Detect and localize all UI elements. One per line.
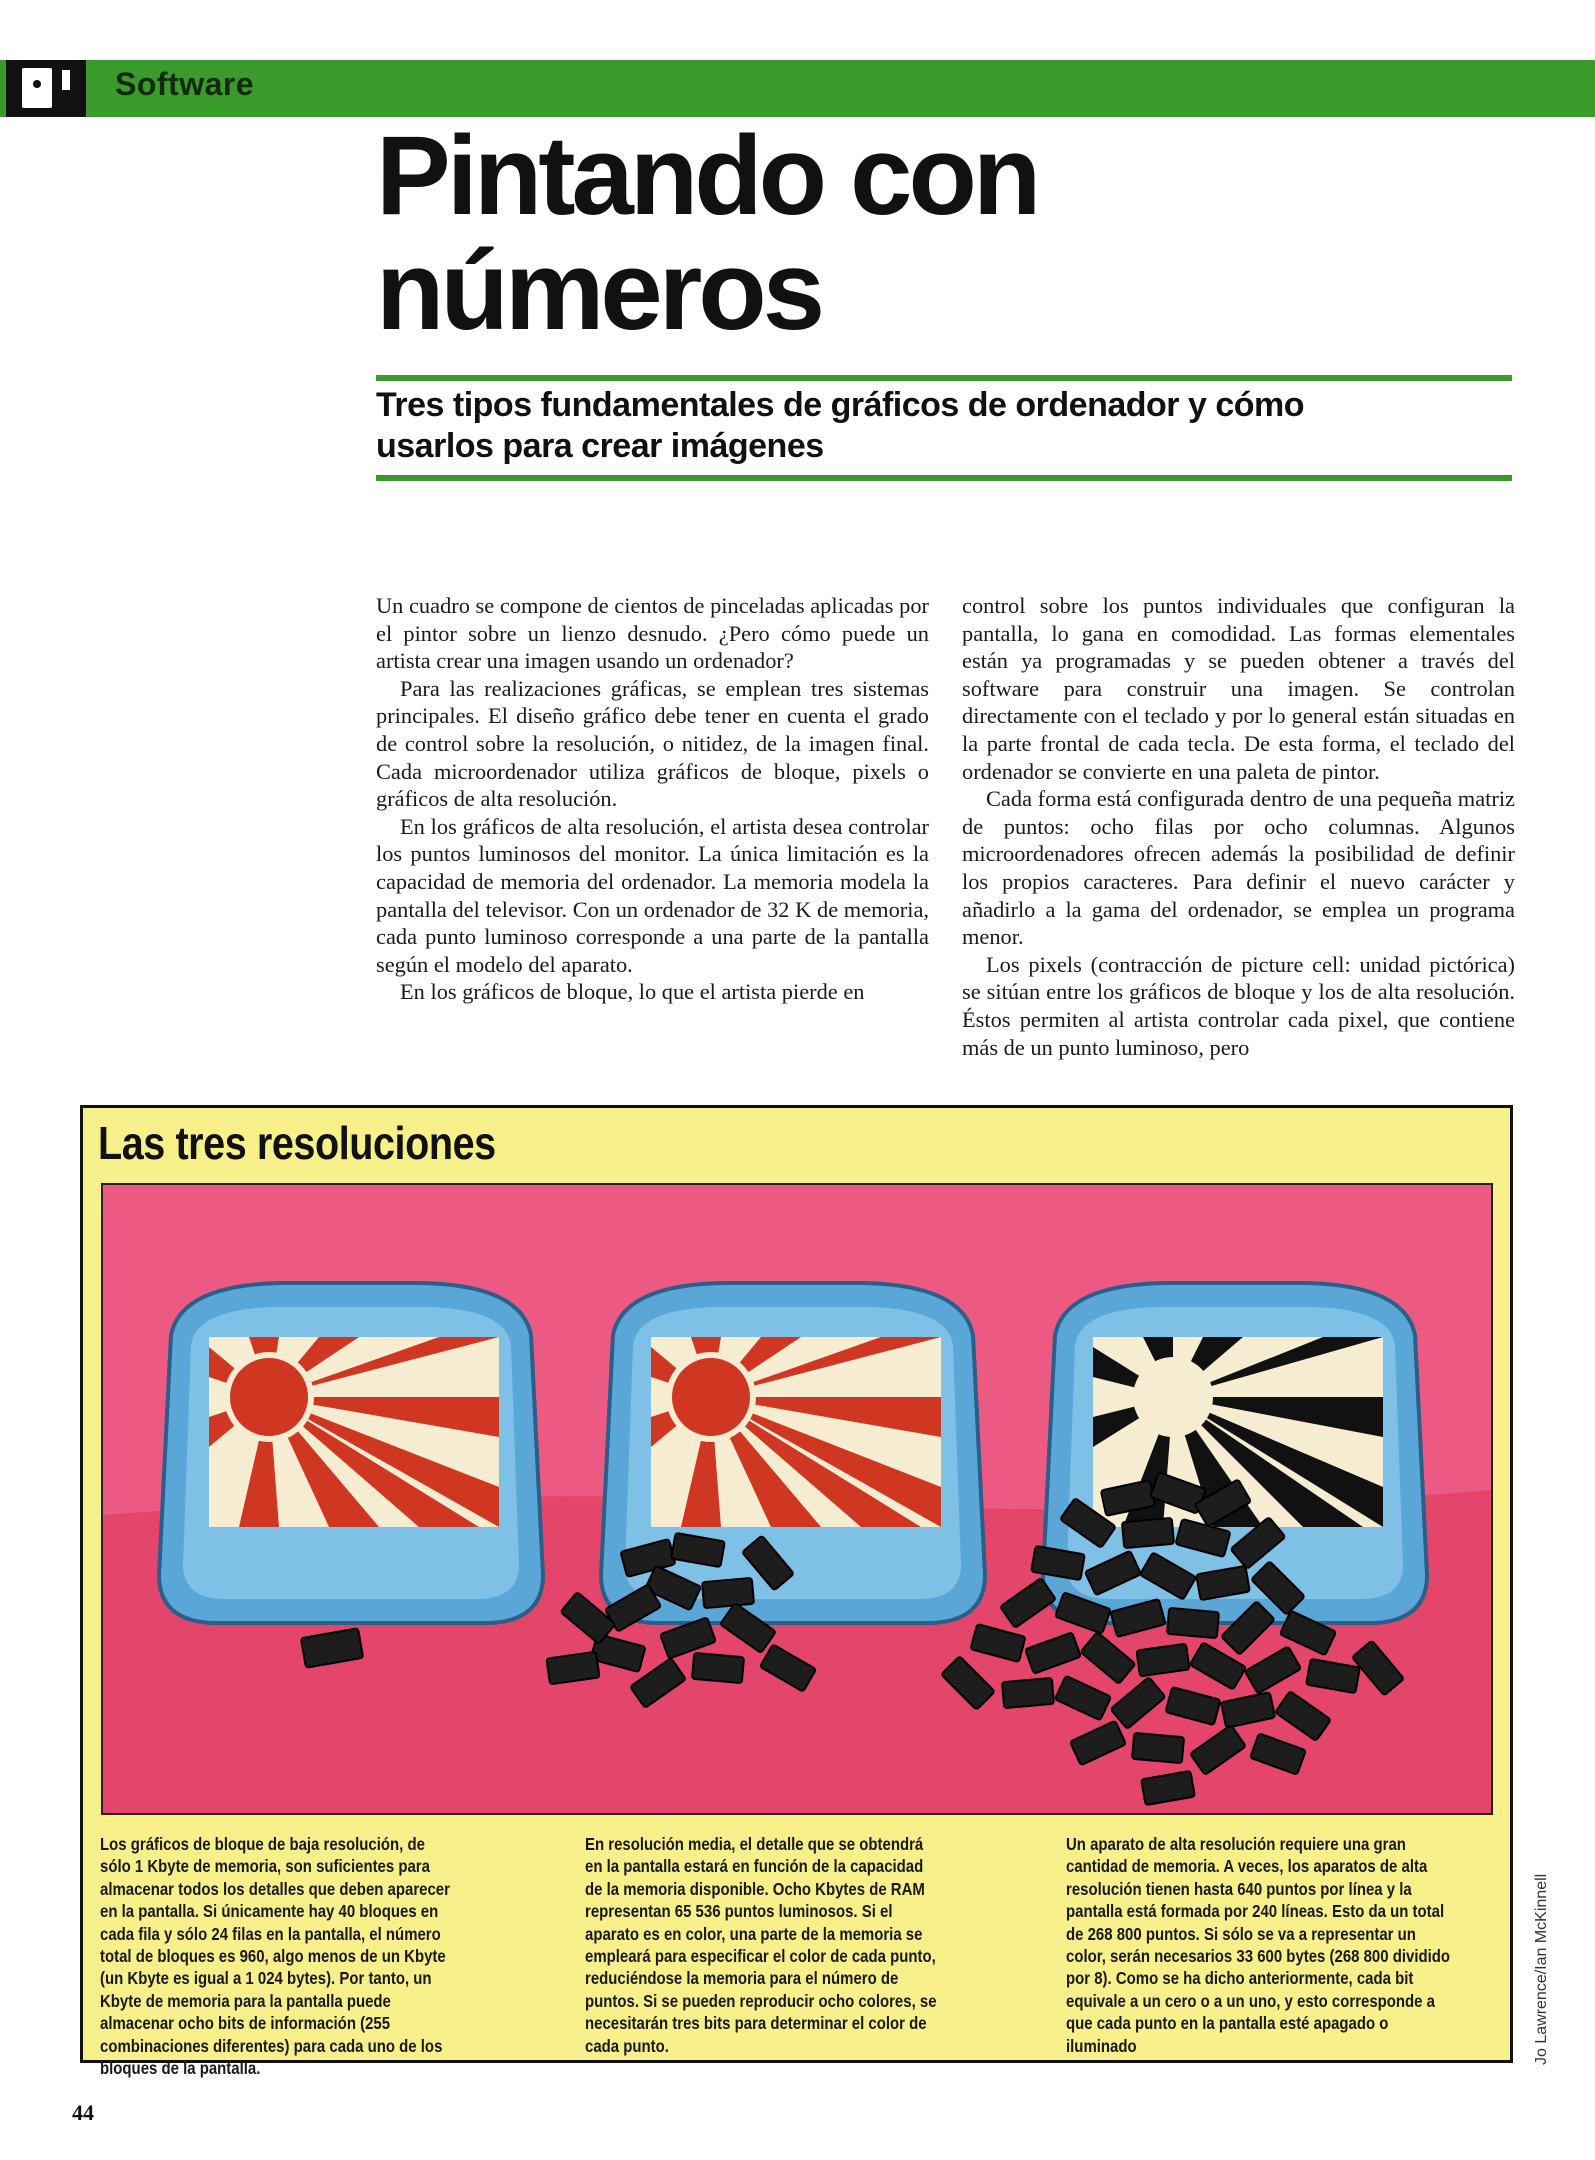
memory-chip	[546, 1652, 599, 1685]
illustration-credit: Jo Lawrence/Ian McKinnell	[1533, 1873, 1550, 2065]
memory-chip	[1122, 1518, 1174, 1548]
memory-chip	[702, 1578, 754, 1608]
caption-low-resolution: Los gráficos de bloque de baja resolución, de sólo 1 Kbyte de memoria, son suficientes para almacenar todos los detalles que deben aparecer en la pantalla. Si únicamente hay 40 bloques en cada fila y sólo 24 filas en la pantalla, el número total de bloques es 960, algo menos de un Kbyte (un Kbyte es igual a 1 024 bytes). Por tanto, un Kbyte de memoria para la pantalla puede almacenar ocho bits de información (255 combinaciones diferentes) para cada uno de los bloques de la pantalla.	[100, 1834, 450, 2079]
caption-high-resolution: Un aparato de alta resolución requiere una gran cantidad de memoria. A veces, los aparatos de alta resolución tienen hasta 640 puntos por línea y la pantalla está formada por 240 líneas. Esto da un total de 268 800 puntos. Si sólo se va a representar un color, serán necesarios 33 600 bytes (268 800 dividido por 8). Como se ha dicho anteriormente, cada bit equivale a un cero o a un uno, y esto corresponde a que cada punto en la pantalla esté apagado o iluminado	[1066, 1834, 1451, 2056]
subtitle	[376, 385, 1512, 467]
article-column-left	[376, 592, 929, 1006]
paragraph: Cada forma está configurada dentro de una pequeña matriz de puntos: ocho filas por ocho columnas. Algunos microordenadores ofrecen además la posibilidad de definir los propios caracteres. Para definir el nuevo carácter y añadirlo a la gama del ordenador, se emplea un programa menor.	[962, 786, 1515, 950]
paragraph: En los gráficos de alta resolución, el artista desea controlar los puntos luminosos del monitor. La única limitación es la capacidad de memoria del ordenador. La memoria modela la pantalla del televisor. Con un ordenador de 32 K de memoria, cada punto luminoso corresponde a una parte de la pantalla según el modelo del aparato.	[376, 813, 929, 977]
resolution-illustration	[101, 1183, 1493, 1815]
title-line-2: números	[376, 228, 821, 353]
low-resolution-monitor	[159, 1283, 543, 1623]
subtitle-line-2: usarlos para crear imágenes	[376, 427, 824, 465]
memory-chip	[1167, 1608, 1219, 1638]
memory-chip	[692, 1653, 744, 1683]
title-line-1: Pintando con	[376, 113, 1038, 238]
memory-chip	[1136, 1644, 1189, 1677]
subtitle-top-rule	[376, 375, 1512, 381]
page-title	[376, 113, 1276, 353]
subtitle-line-1: Tres tipos fundamentales de gráficos de ordenador y cómo	[376, 386, 1305, 424]
article-column-right	[962, 592, 1515, 1061]
paragraph: control sobre los puntos individuales que configuran la pantalla, lo gana en comodidad. Las formas elementales están ya programadas y se pueden obtener a través del software para construir una imagen. Se controlan directamente con el teclado y por lo general están situadas en la parte frontal de cada tecla. De esta forma, el teclado del ordenador se convierte en una paleta de pintor.	[962, 593, 1515, 784]
box-title: Las tres resoluciones	[98, 1117, 496, 1169]
section-label: Software	[115, 66, 255, 102]
paragraph: En los gráficos de bloque, lo que el artista pierde en	[400, 979, 865, 1005]
memory-chip	[1132, 1733, 1184, 1763]
memory-chip	[1002, 1678, 1054, 1708]
paragraph: Para las realizaciones gráficas, se emplean tres sistemas principales. El diseño gráfico debe tener en cuenta el grado de control sobre la resolución, o nitidez, de la imagen final. Cada microordenador utiliza gráficos de bloque, pixels o gráficos de alta resolución.	[376, 675, 929, 812]
paragraph: Un cuadro se compone de cientos de pinceladas aplicadas por el pintor sobre un lienzo desnudo. ¿Pero cómo puede un artista crear una imagen usando un ordenador?	[376, 593, 929, 674]
page-number: 44	[72, 2100, 94, 2125]
subtitle-bottom-rule	[376, 475, 1512, 481]
caption-medium-resolution: En resolución media, el detalle que se obtendrá en la pantalla estará en función de la capacidad de la memoria disponible. Ocho Kbytes de RAM representan 65 536 puntos luminosos. Si el aparato es en color, una parte de la memoria se empleará para especificar el color de cada punto, reduciéndose la memoria para el número de puntos. Si se pueden reproducir ocho colores, se necesitarán tres bits para determinar el color de cada punto.	[585, 1834, 937, 2056]
paragraph: Los pixels (contracción de picture cell: unidad pictórica) se sitúan entre los gráficos de bloque y los de alta resolución. Éstos permiten al artista controlar cada pixel, que contiene más de un punto luminoso, pero	[962, 951, 1515, 1060]
floppy-disk-icon	[6, 60, 86, 117]
